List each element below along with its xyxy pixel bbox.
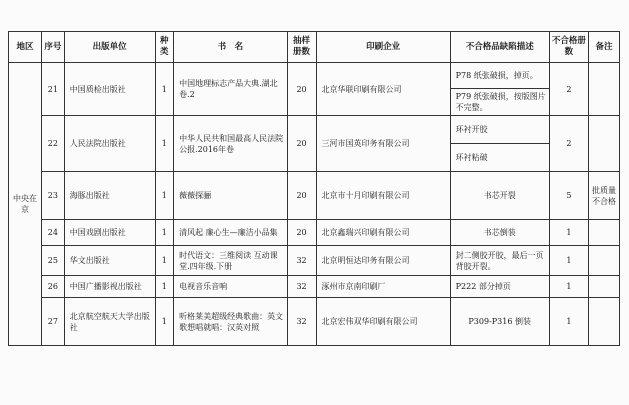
header-note: 备注 [588, 32, 619, 63]
note-cell [588, 298, 619, 346]
seq-cell: 26 [42, 276, 65, 298]
kinds-cell: 1 [155, 220, 174, 246]
unqualified-books-table [8, 31, 620, 346]
kinds-cell: 1 [155, 116, 174, 172]
defect-cell: 封二侧胶开胶，最后一页背胶开裂。 [450, 246, 549, 276]
header-sample: 抽样册数 [287, 32, 316, 63]
defect-cell: P79 纸张破损，按版图片不完整。 [450, 89, 549, 116]
sample-cell: 20 [287, 116, 316, 172]
sample-cell: 32 [287, 246, 316, 276]
seq-cell: 22 [42, 116, 65, 172]
printer-cell: 北京鑫瑞兴印刷有限公司 [316, 220, 450, 246]
table-row [9, 63, 620, 89]
table-row [9, 172, 620, 220]
sample-cell: 20 [287, 63, 316, 116]
table-row [9, 220, 620, 246]
fail-cell: 1 [549, 220, 588, 246]
note-cell [588, 220, 619, 246]
kinds-cell: 1 [155, 276, 174, 298]
table-row [9, 276, 620, 298]
publisher-cell: 海豚出版社 [64, 172, 155, 220]
defect-cell: P78 纸张破损，掉页。 [450, 63, 549, 89]
title-cell: 电视音乐音响 [174, 276, 288, 298]
kinds-cell: 1 [155, 246, 174, 276]
seq-cell: 27 [42, 298, 65, 346]
printer-cell: 涿州市京南印刷厂 [316, 276, 450, 298]
title-cell: 听格莱美超级经典歌曲：英文歌想唱就唱：汉英对照 [174, 298, 288, 346]
header-title: 书 名 [174, 32, 288, 63]
seq-cell: 21 [42, 63, 65, 116]
table-row [9, 298, 620, 346]
printer-cell: 北京宏伟双华印刷有限公司 [316, 298, 450, 346]
header-printer: 印刷企业 [316, 32, 450, 63]
kinds-cell: 1 [155, 172, 174, 220]
sample-cell: 32 [287, 276, 316, 298]
header-fail: 不合格册数 [549, 32, 588, 63]
printer-cell: 三河市国英印务有限公司 [316, 116, 450, 172]
printer-cell: 北京明恒达印务有限公司 [316, 246, 450, 276]
defect-cell: 环衬粘破 [450, 144, 549, 172]
table-row [9, 116, 620, 144]
seq-cell: 23 [42, 172, 65, 220]
sample-cell: 32 [287, 298, 316, 346]
title-cell: 清风起 廉心生—廉洁小品集 [174, 220, 288, 246]
header-publisher: 出版单位 [64, 32, 155, 63]
note-cell: 批质量不合格 [588, 172, 619, 220]
note-cell [588, 246, 619, 276]
fail-cell: 1 [549, 298, 588, 346]
fail-cell: 2 [549, 63, 588, 116]
kinds-cell: 1 [155, 298, 174, 346]
publisher-cell: 中国广播影视出版社 [64, 276, 155, 298]
defect-cell: P309-P316 倒装 [450, 298, 549, 346]
title-cell: 中华人民共和国最高人民法院公报.2016年卷 [174, 116, 288, 172]
fail-cell: 5 [549, 172, 588, 220]
seq-cell: 25 [42, 246, 65, 276]
printer-cell: 北京市十月印刷有限公司 [316, 172, 450, 220]
title-cell: 时代语文：三维阅读 互动课堂.四年级.下册 [174, 246, 288, 276]
publisher-cell: 中国戏剧出版社 [64, 220, 155, 246]
header-kinds: 种类 [155, 32, 174, 63]
header-defect: 不合格品缺陷描述 [450, 32, 549, 63]
note-cell [588, 116, 619, 172]
fail-cell: 1 [549, 246, 588, 276]
note-cell [588, 276, 619, 298]
note-cell [588, 63, 619, 116]
title-cell: 薇薇探骊 [174, 172, 288, 220]
seq-cell: 24 [42, 220, 65, 246]
header-row [9, 32, 620, 63]
defect-cell: 书芯开裂 [450, 172, 549, 220]
publisher-cell: 北京航空航天大学出版社 [64, 298, 155, 346]
defect-cell: P222 部分掉页 [450, 276, 549, 298]
region-cell: 中央在京 [9, 63, 42, 346]
table-row [9, 246, 620, 276]
publisher-cell: 人民法院出版社 [64, 116, 155, 172]
sample-cell: 20 [287, 220, 316, 246]
printer-cell: 北京华联印刷有限公司 [316, 63, 450, 116]
publisher-cell: 中国质检出版社 [64, 63, 155, 116]
kinds-cell: 1 [155, 63, 174, 116]
defect-cell: 书芯倒装 [450, 220, 549, 246]
header-seq: 序号 [42, 32, 65, 63]
fail-cell: 2 [549, 116, 588, 172]
title-cell: 中国地理标志产品大典.湖北卷.2 [174, 63, 288, 116]
header-region: 地区 [9, 32, 42, 63]
publisher-cell: 华文出版社 [64, 246, 155, 276]
defect-cell: 环衬开胶 [450, 116, 549, 144]
fail-cell: 1 [549, 276, 588, 298]
sample-cell: 20 [287, 172, 316, 220]
